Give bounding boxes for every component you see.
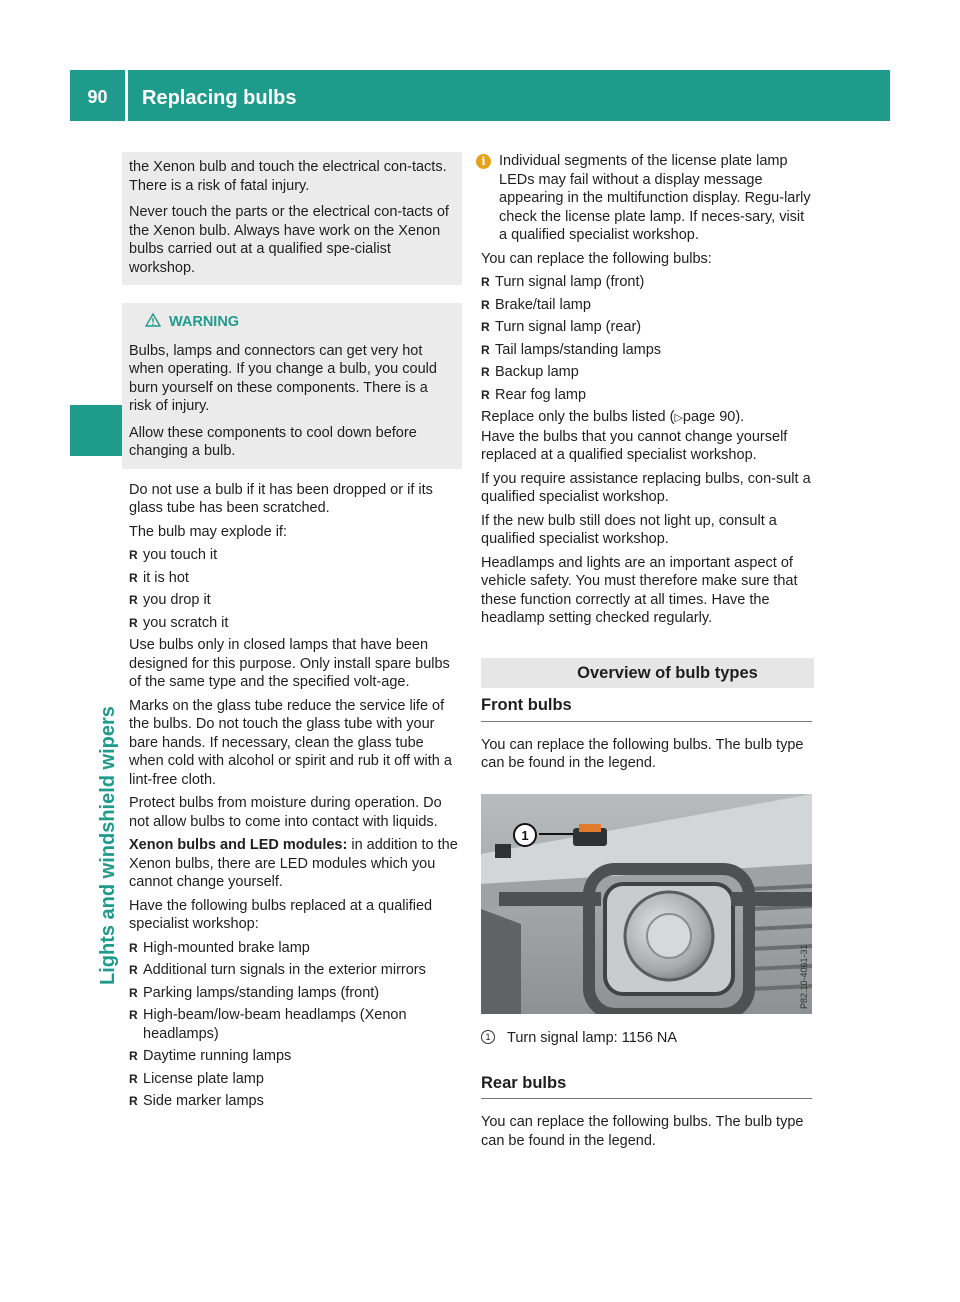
- info-text: Individual segments of the license plate lamp LEDs may fail without a display message appearing in the multifunction display. Regu-larly check the license plate lamp. If neces-sary, visit a qualified specialist workshop.: [499, 153, 811, 243]
- list-item-text: R Brake/tail lamp: [495, 296, 591, 313]
- list-item-text: R you drop it: [143, 592, 211, 608]
- list-item-text: R High-mounted brake lamp: [143, 939, 310, 956]
- paragraph-explode: The bulb may explode if:: [129, 523, 287, 540]
- list-item-text: R Parking lamps/standing lamps (front): [143, 984, 380, 1001]
- xenon-text: in addition to the Xenon bulbs, there are LED modules which you cannot change yourself.: [129, 837, 458, 890]
- paragraph-xenon: [129, 836, 460, 892]
- paragraph-replace-only: [481, 408, 812, 465]
- side-tab: [70, 470, 125, 985]
- danger-box: [122, 152, 462, 285]
- legend-number: 1: [481, 1030, 495, 1044]
- page-number: 90: [87, 87, 108, 107]
- list-item-text: R High-beam/low-beam headlamps (Xenon: [143, 1007, 407, 1023]
- list-item-text: R Backup lamp: [495, 364, 579, 380]
- header-bar: [128, 70, 890, 121]
- paragraph-dropped: Do not use a bulb if it has been dropped or if its glass tube has been scratched.: [129, 481, 433, 516]
- list-item: [129, 1047, 460, 1066]
- list-item: [129, 984, 460, 1003]
- side-tab-label: Lights and windshield wipers: [97, 706, 119, 985]
- right-column: [481, 152, 812, 1155]
- explode-list: [129, 546, 460, 632]
- photo-callout-number: 1: [521, 827, 529, 843]
- replace-list: [481, 273, 812, 404]
- list-item-text: R you touch it: [143, 547, 218, 563]
- paragraph-headlamps: Headlamps and lights are an important aspect of vehicle safety. You must therefore make sure that these function correctly at all times. Have the headlamp setting checked regularly.: [481, 554, 798, 626]
- list-item-text: R License plate lamp: [143, 1070, 264, 1087]
- list-item-text: R you scratch it: [143, 614, 229, 631]
- front-headlamp-photo: [481, 794, 812, 1014]
- list-item-text: R Additional turn signals in the exterior mirrors: [143, 962, 426, 978]
- warning-triangle-icon: [145, 313, 161, 327]
- list-item: [129, 614, 460, 633]
- paragraph-closed-lamps: Use bulbs only in closed lamps that have been designed for this purpose. Only install spare bulbs of the same type and the specified volt-age.: [129, 637, 450, 690]
- list-item-text: R Tail lamps/standing lamps: [495, 341, 662, 358]
- page-title: Replacing bulbs: [142, 87, 297, 109]
- list-item: [481, 341, 812, 360]
- list-item-text: R Rear fog lamp: [495, 386, 587, 403]
- list-item: [481, 318, 812, 337]
- photo-code: P82.10-4061-31: [799, 943, 809, 1009]
- list-item: [129, 1070, 460, 1089]
- replace-only-text: Replace only the bulbs listed (: [481, 409, 675, 425]
- danger-text-1: the Xenon bulb and touch the electrical con-tacts. There is a risk of fatal injury.: [129, 159, 447, 194]
- paragraph-assistance: If you require assistance replacing bulbs, con-sult a qualified specialist workshop.: [481, 470, 811, 505]
- list-item: [129, 961, 460, 980]
- list-item: [481, 273, 812, 292]
- xenon-label: Xenon bulbs and LED modules:: [129, 837, 348, 853]
- warning-heading: [129, 313, 454, 332]
- list-item: [481, 296, 812, 315]
- left-column: [129, 152, 460, 1115]
- page-number-tab: [70, 70, 125, 121]
- paragraph-can-replace: You can replace the following bulbs:: [481, 250, 712, 267]
- page-ref-link[interactable]: page 90).: [682, 409, 745, 425]
- paragraph-have-replaced: Have the following bulbs replaced at a qualified specialist workshop:: [129, 897, 433, 932]
- front-bulbs-heading: Front bulbs: [481, 696, 812, 722]
- list-item: [129, 1092, 460, 1111]
- paragraph-moisture: Protect bulbs from moisture during operation. Do not allow bulbs to come into contact with liquids.: [129, 795, 442, 830]
- list-item: [129, 546, 460, 565]
- page-ref-arrow-icon: ▷: [674, 412, 683, 424]
- list-item-text: headlamps): [143, 1025, 219, 1042]
- legend-item: [481, 1029, 812, 1048]
- front-bulbs-text: You can replace the following bulbs. The bulb type can be found in the legend.: [481, 736, 804, 771]
- list-item: [129, 591, 460, 610]
- list-item: [481, 363, 812, 382]
- list-item-text: R Side marker lamps: [143, 1093, 264, 1109]
- info-note: [481, 152, 812, 245]
- list-item-text: R Daytime running lamps: [143, 1048, 292, 1064]
- rear-bulbs-heading: Rear bulbs: [481, 1074, 812, 1100]
- legend-text: Turn signal lamp: 1156 NA: [507, 1030, 678, 1046]
- paragraph-marks: Marks on the glass tube reduce the service life of the bulbs. Do not touch the glass tube with your bare hands. If necessary, clean the glass tube when cold with alcohol or spirit and rub it off with a lint-free cloth.: [129, 697, 452, 788]
- list-item: [129, 569, 460, 588]
- section-heading: Overview of bulb types: [481, 658, 814, 689]
- warning-title: WARNING: [169, 314, 240, 330]
- warning-text-1: Bulbs, lamps and connectors can get very hot when operating. If you change a bulb, you could burn yourself on these components. There is a risk of injury.: [129, 342, 437, 414]
- list-item-text: R Turn signal lamp (rear): [495, 319, 642, 335]
- list-item: [481, 386, 812, 405]
- rear-bulbs-text: You can replace the following bulbs. The bulb type can be found in the legend.: [481, 1114, 804, 1149]
- warning-text-2: Allow these components to cool down before changing a bulb.: [129, 424, 417, 459]
- list-item-text: R Turn signal lamp (front): [495, 274, 645, 290]
- paragraph-new-bulb: If the new bulb still does not light up, consult a qualified specialist workshop.: [481, 512, 777, 547]
- list-item-text: R it is hot: [143, 569, 189, 586]
- warning-box: [122, 303, 462, 469]
- side-tab-block: [70, 405, 125, 456]
- workshop-list: [129, 939, 460, 1111]
- list-item: [129, 1006, 460, 1043]
- replace-only-text-2: Have the bulbs that you cannot change yourself replaced at a qualified specialist workshop.: [481, 428, 788, 463]
- danger-text-2: Never touch the parts or the electrical con-tacts of the Xenon bulb. Always have work on the Xenon bulbs carried out at a qualified spe-cialist workshop.: [129, 204, 449, 276]
- list-item: [129, 939, 460, 958]
- info-icon: i: [476, 154, 491, 169]
